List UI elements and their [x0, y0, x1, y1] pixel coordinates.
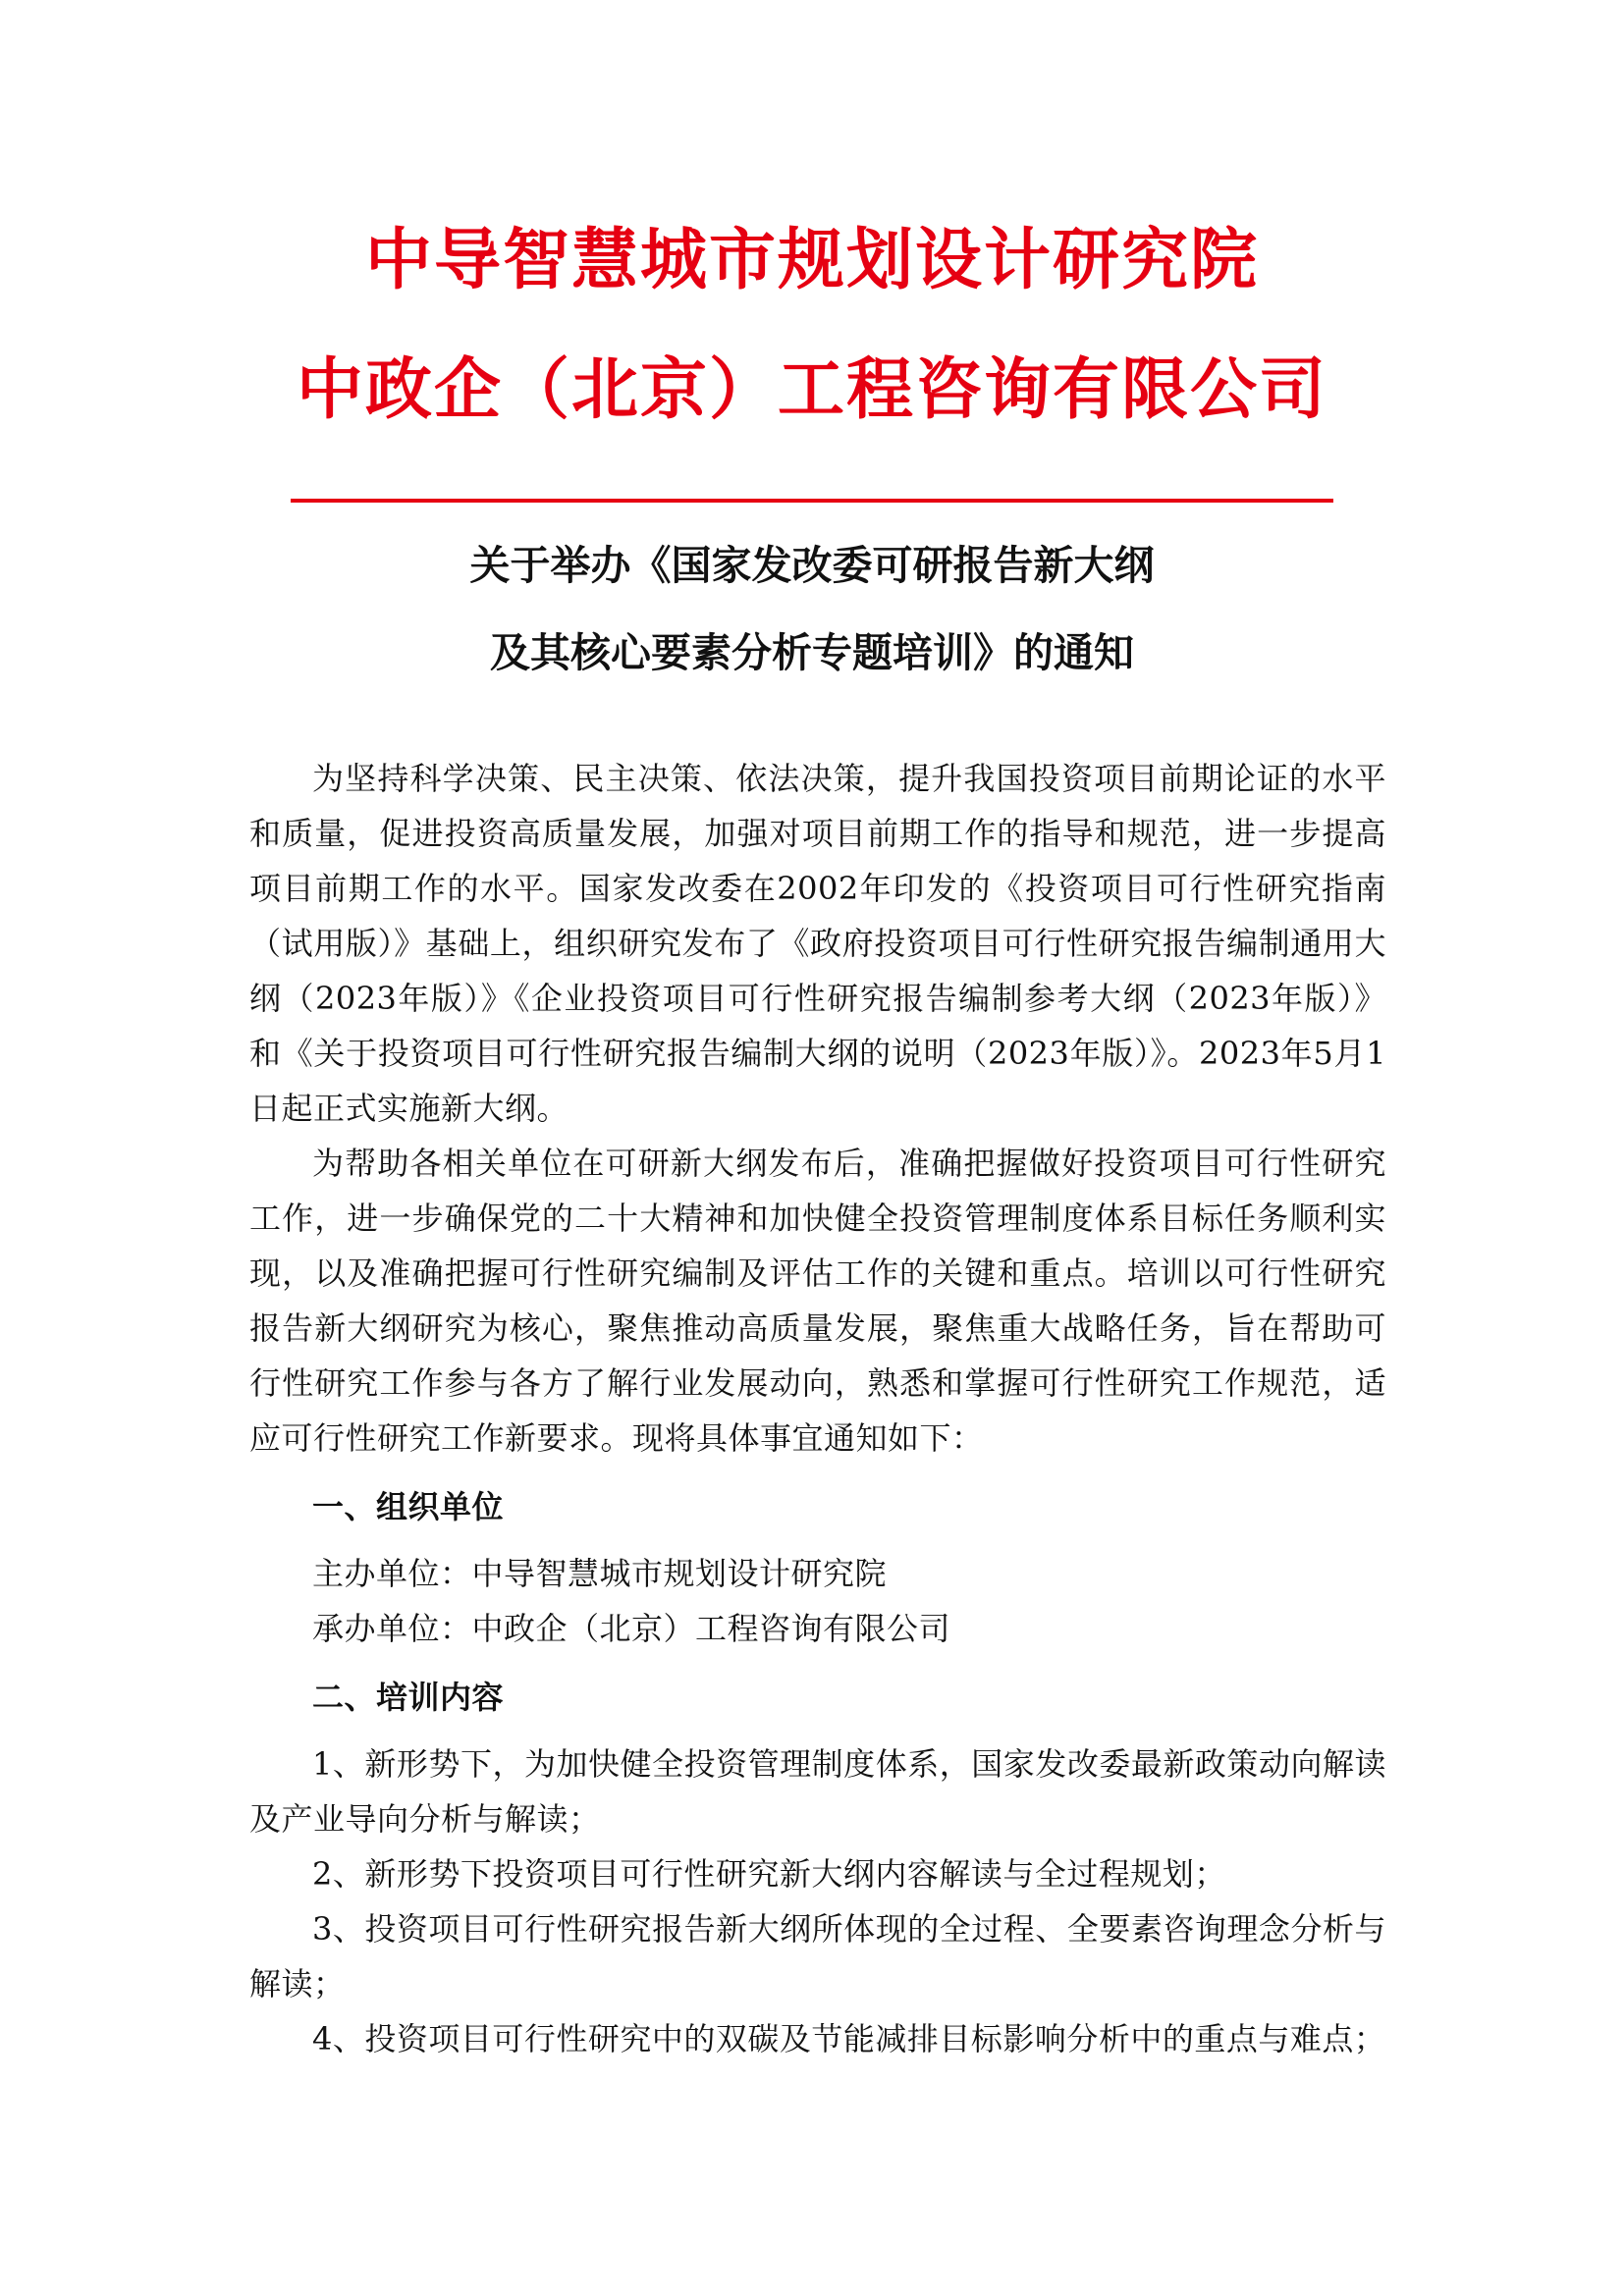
content-item: 3、投资项目可行性研究报告新大纲所体现的全过程、全要素咨询理念分析与解读； — [249, 1910, 1386, 2002]
header-org-2: 中政企（北京）工程咨询有限公司 — [296, 351, 1327, 429]
content-item: 2、新形势下投资项目可行性研究新大纲内容解读与全过程规划； — [312, 1855, 1226, 1893]
section-heading-content: 二、培训内容 — [312, 1679, 505, 1716]
red-divider — [291, 499, 1333, 503]
notice-title-line-1: 关于举办《国家发改委可研报告新大纲 — [469, 542, 1155, 589]
paragraph-1: 为坚持科学决策、民主决策、依法决策，提升我国投资项目前期论证的水平和质量，促进投资高质量发展，加强对项目前期工作的指导和规范，进一步提高项目前期工作的水平。国家发改委在2002年印发的《投资项目可行性研究指南（试用版）》基础上，组织研究发布了《政府投资项目可行性研究报告编制通用大纲（2023年版）》《企业投资项目可行性研究报告编制参考大纲（2023年版）》和《关于投资项目可行性研究报告编制大纲的说明（2023年版）》。2023年5月1日起正式实施新大纲。 — [249, 760, 1386, 1127]
notice-title-line-2: 及其核心要素分析专题培训》的通知 — [490, 629, 1134, 676]
section-heading-organizers: 一、组织单位 — [312, 1488, 505, 1525]
paragraph-2: 为帮助各相关单位在可研新大纲发布后，准确把握做好投资项目可行性研究工作，进一步确保党的二十大精神和加快健全投资管理制度体系目标任务顺利实现，以及准确把握可行性研究编制及评估工作的关键和重点。培训以可行性研究报告新大纲研究为核心，聚焦推动高质量发展，聚焦重大战略任务，旨在帮助可行性研究工作参与各方了解行业发展动向，熟悉和掌握可行性研究工作规范，适应可行性研究工作新要求。现将具体事宜通知如下： — [249, 1145, 1386, 1457]
organizer-unit: 承办单位：中政企（北京）工程咨询有限公司 — [312, 1610, 951, 1647]
notice-body — [249, 751, 1386, 2066]
host-unit: 主办单位：中导智慧城市规划设计研究院 — [312, 1555, 888, 1592]
content-item: 1、新形势下，为加快健全投资管理制度体系，国家发改委最新政策动向解读及产业导向分析与解读； — [249, 1745, 1386, 1838]
header-org-1: 中导智慧城市规划设计研究院 — [364, 222, 1259, 299]
content-item: 4、投资项目可行性研究中的双碳及节能减排目标影响分析中的重点与难点； — [312, 2020, 1386, 2057]
